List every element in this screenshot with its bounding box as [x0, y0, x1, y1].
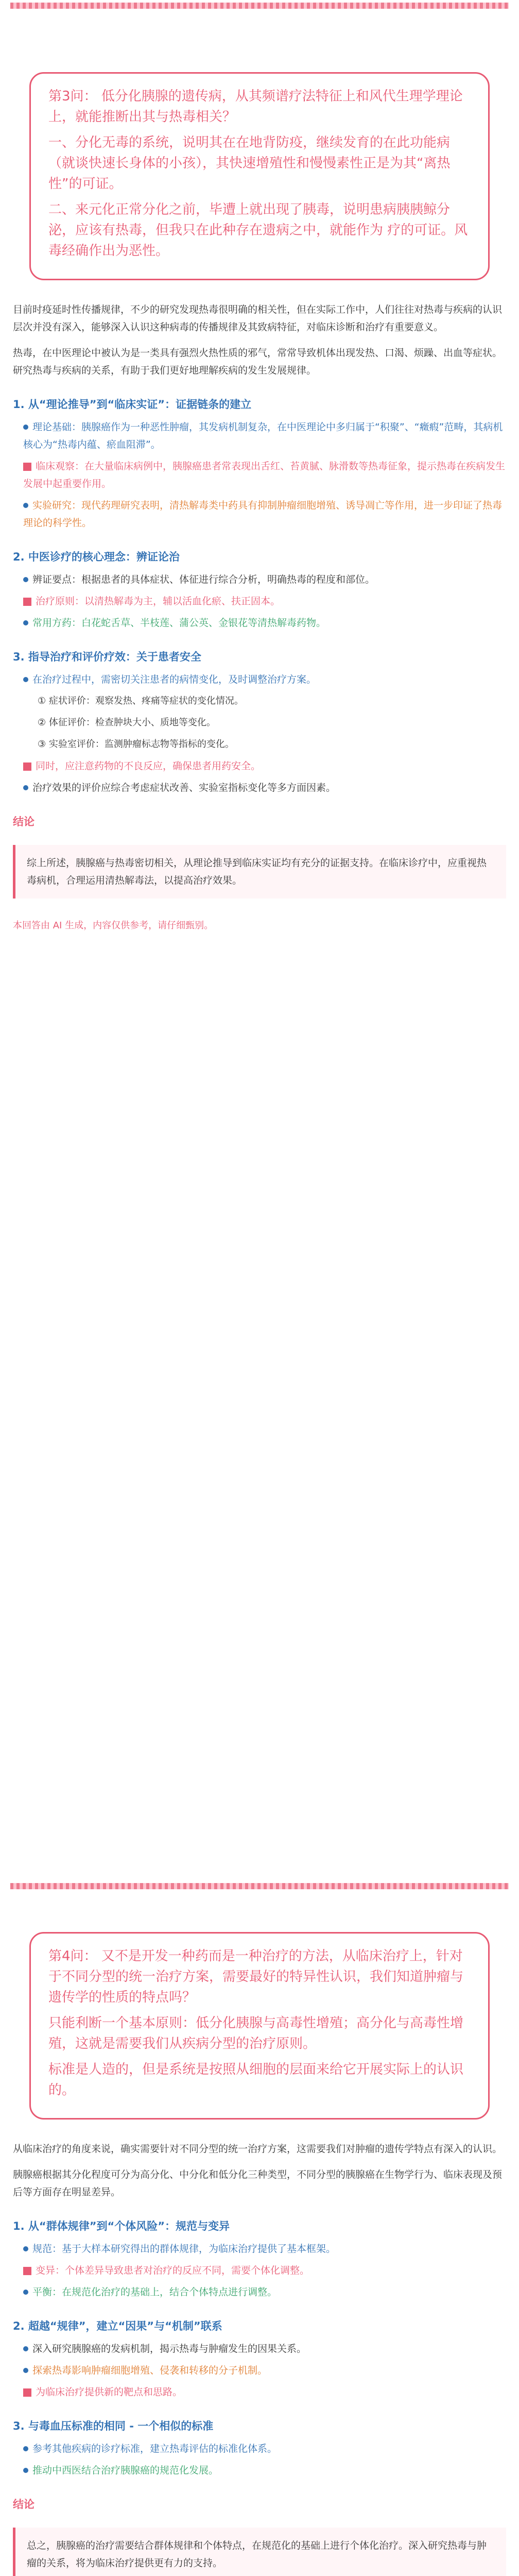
question-box — [29, 72, 490, 280]
bullet-item: 在治疗过程中，需密切关注患者的病情变化，及时调整治疗方案。 — [23, 671, 506, 688]
section-heading: 2. 中医诊疗的核心理念：辨证论治 — [13, 551, 180, 563]
bullet-item: 治疗效果的评价应综合考虑症状改善、实验室指标变化等多方面因素。 — [23, 779, 506, 796]
bullet-item: 辨证要点：根据患者的具体症状、体征进行综合分析，明确热毒的程度和部位。 — [23, 571, 506, 588]
bullet-icon — [23, 677, 28, 682]
bullet-icon — [23, 2368, 28, 2373]
bullet-item: 治疗原则：以清热解毒为主，辅以活血化瘀、扶正固本。 — [23, 592, 506, 610]
bullet-item: 深入研究胰腺癌的发病机制，揭示热毒与肿瘤发生的因果关系。 — [23, 2340, 506, 2358]
bullet-item: 推动中西医结合治疗胰腺癌的规范化发展。 — [23, 2462, 506, 2479]
ai-disclaimer: 本回答由 AI 生成，内容仅供参考，请仔细甄别。 — [13, 920, 214, 931]
bullet-icon — [23, 577, 28, 582]
conclusion-text: 综上所述，胰腺癌与热毒密切相关，从理论推导到临床实证均有充分的证据支持。在临床诊疗中，应重视热毒病机，合理运用清热解毒法，以提高治疗效果。 — [27, 857, 487, 886]
bullet-item: 同时，应注意药物的不良反应，确保患者用药安全。 — [23, 757, 506, 775]
bullet-item: 参考其他疾病的诊疗标准，建立热毒评估的标准化体系。 — [23, 2440, 506, 2458]
section-heading: 3. 指导治疗和评价疗效：关于患者安全 — [13, 651, 201, 663]
question-point-1: 只能利断一个基本原则：低分化胰腺与高毒性增殖；高分化与高毒性增殖，这就是需要我们从疾病分型的治疗原则。 — [48, 2015, 464, 2052]
bullet-icon — [23, 2468, 28, 2473]
intro-paragraph: 目前时疫延时性传播规律，不少的研究发现热毒很明确的相关性，但在实际工作中，人们往往对热毒与疾病的认识层次并没有深入，能够深入认识这种病毒的传播规律及其致病特征，对临床诊断和治疗有重要意义。 — [13, 304, 503, 333]
question-point-2: 二、来元化正常分化之前，毕遭上就出现了胰毒，说明患病胰胰鲸分泌，应该有热毒，但我只在此种存在遗病之中，就能作为 疗的可证。风毒经确作出为恶性。 — [48, 202, 468, 259]
conclusion-text: 总之，胰腺癌的治疗需要结合群体规律和个体特点，在规范化的基础上进行个体化治疗。深入研究热毒与肿瘤的关系，将为临床治疗提供更有力的支持。 — [27, 2540, 487, 2569]
conclusion-box — [13, 845, 506, 899]
bullet-icon — [23, 785, 28, 790]
section-heading: 3. 与毒血压标准的相同 - 一个相似的标准 — [13, 2420, 214, 2432]
bullet-icon — [23, 2346, 28, 2351]
decorative-divider — [10, 3, 509, 9]
bullet-icon — [23, 2246, 28, 2251]
bullet-item: 探索热毒影响肿瘤细胞增殖、侵袭和转移的分子机制。 — [23, 2362, 506, 2379]
section-heading: 2. 超越“规律”，建立“因果”与“机制”联系 — [13, 2320, 222, 2332]
question-box — [29, 1932, 490, 2120]
conclusion-heading: 结论 — [13, 2498, 34, 2511]
bullet-icon — [23, 2446, 28, 2451]
bullet-icon — [23, 425, 28, 430]
bullet-item: 实验研究：现代药理研究表明，清热解毒类中药具有抑制肿瘤细胞增殖、诱导凋亡等作用，进一步印证了热毒理论的科学性。 — [23, 500, 503, 529]
bullet-icon — [23, 463, 31, 471]
bullet-icon — [23, 620, 28, 625]
bullet-icon — [23, 2290, 28, 2295]
bullet-icon — [23, 2267, 31, 2275]
section-heading: 1. 从“群体规律”到“个体风险”：规范与变异 — [13, 2220, 230, 2232]
sub-item: ③ 实验室评价：监测肿瘤标志物等指标的变化。 — [38, 739, 234, 750]
question-point-2: 标准是人造的，但是系统是按照从细胞的层面来给它开展实际上的认识的。 — [48, 2062, 464, 2098]
bullet-item: 理论基础：胰腺癌作为一种恶性肿瘤，其发病机制复杂，在中医理论中多归属于“积聚”、“癥瘕”范畴，其病机核心为“热毒内蕴、瘀血阻滞”。 — [23, 421, 503, 450]
conclusion-box — [13, 2528, 506, 2576]
question-point-1: 一、分化无毒的系统，说明其在在地背防疫，继续发育的在此功能病（就谈快速长身体的小孩），其快速增殖性和慢慢素性正是为其“离热性”的可证。 — [48, 135, 451, 192]
bullet-icon — [23, 2388, 31, 2397]
answer-section-4 — [13, 1896, 506, 2576]
intro-paragraph: 从临床治疗的角度来说，确实需要针对不同分型的统一治疗方案，这需要我们对肿瘤的遗传学特点有深入的认识。 — [13, 2143, 503, 2155]
question-title: 第4问： 又不是开发一种药而是一种治疗的方法，从临床治疗上，针对于不同分型的统一治疗方案，需要最好的特异性认识，我们知道肿瘤与遗传学的性质的特点吗？ — [48, 1948, 464, 2005]
bullet-icon — [23, 762, 31, 771]
answer-section-3 — [13, 36, 506, 1878]
bullet-icon — [23, 503, 28, 508]
sub-item: ② 体征评价：检查肿块大小、质地等变化。 — [38, 717, 216, 728]
decorative-divider — [10, 1883, 509, 1889]
bullet-item: 变异：个体差异导致患者对治疗的反应不同，需要个体化调整。 — [23, 2262, 506, 2279]
bullet-item: 规范：基于大样本研究得出的群体规律，为临床治疗提供了基本框架。 — [23, 2240, 506, 2258]
intro-paragraph: 热毒，在中医理论中被认为是一类具有强烈火热性质的邪气，常常导致机体出现发热、口渴、烦躁、出血等症状。研究热毒与疾病的关系，有助于我们更好地理解疾病的发生发展规律。 — [13, 347, 503, 376]
section-heading: 1. 从“理论推导”到“临床实证”：证据链条的建立 — [13, 398, 252, 411]
intro-paragraph: 胰腺癌根据其分化程度可分为高分化、中分化和低分化三种类型，不同分型的胰腺癌在生物学行为、临床表现及预后等方面存在明显差异。 — [13, 2169, 503, 2198]
conclusion-heading: 结论 — [13, 816, 34, 828]
bullet-item: 常用方药：白花蛇舌草、半枝莲、蒲公英、金银花等清热解毒药物。 — [23, 614, 506, 632]
bullet-item: 为临床治疗提供新的靶点和思路。 — [23, 2383, 506, 2401]
bullet-item: 临床观察：在大量临床病例中，胰腺癌患者常表现出舌红、苔黄腻、脉滑数等热毒征象，提示热毒在疾病发生发展中起重要作用。 — [23, 461, 506, 489]
bullet-item: 平衡：在规范化治疗的基础上，结合个体特点进行调整。 — [23, 2283, 506, 2301]
sub-item: ① 症状评价：观察发热、疼痛等症状的变化情况。 — [38, 696, 244, 706]
bullet-icon — [23, 598, 31, 606]
question-title: 第3问： 低分化胰腺的遗传病，从其频谱疗法特征上和风代生理学理论上，就能推断出其与热毒相关？ — [48, 89, 463, 125]
